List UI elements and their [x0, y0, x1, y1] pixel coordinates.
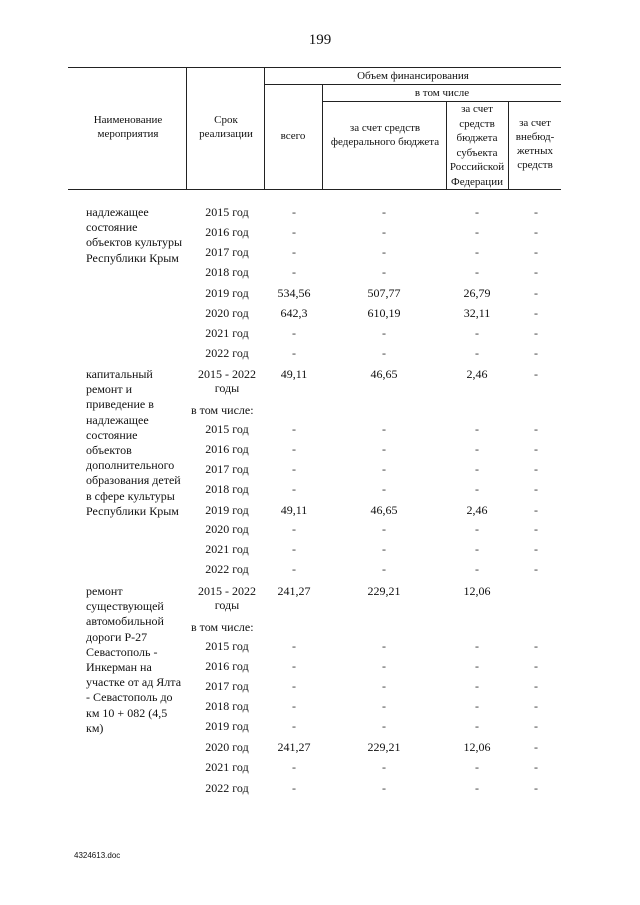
table-row-year: 2016 год: [205, 442, 249, 456]
cell-total: -: [292, 679, 296, 693]
table-row-year: 2019 год: [205, 719, 249, 733]
table-row-year: 2018 год: [205, 482, 249, 496]
cell-federal: -: [382, 760, 386, 774]
cell-extra: -: [534, 781, 538, 795]
table-row-year: 2017 год: [205, 462, 249, 476]
table-row-year: 2015 год: [205, 205, 249, 219]
header-name: Наименование мероприятия: [93, 114, 163, 140]
cell-total: -: [292, 719, 296, 733]
cell-regional: -: [475, 346, 479, 360]
cell-federal: 229,21: [367, 740, 401, 754]
col-divider-2: [264, 67, 265, 190]
cell-regional: 26,79: [463, 286, 491, 300]
table-row-year: 2019 год: [205, 286, 249, 300]
header-term: Срок реализации: [199, 114, 253, 140]
cell-federal: -: [382, 265, 386, 279]
cell-extra: -: [534, 265, 538, 279]
cell-regional: 12,06: [463, 584, 491, 598]
cell-regional: -: [475, 225, 479, 239]
cell-total: -: [292, 522, 296, 536]
cell-federal: 46,65: [370, 367, 398, 381]
header-regional: за счет средств бюджета субъекта Российской Федерации: [449, 103, 505, 188]
cell-regional: -: [475, 442, 479, 456]
cell-extra: -: [534, 306, 538, 320]
cell-regional: -: [475, 205, 479, 219]
cell-extra: -: [534, 482, 538, 496]
cell-regional: -: [475, 659, 479, 673]
cell-federal: 507,77: [367, 286, 401, 300]
col-divider-3: [322, 84, 323, 190]
cell-regional: -: [475, 562, 479, 576]
period-label: 2015 - 2022 годы: [198, 584, 256, 612]
table-row-year: 2015 год: [205, 639, 249, 653]
cell-federal: -: [382, 679, 386, 693]
cell-extra: -: [534, 719, 538, 733]
cell-extra: -: [534, 639, 538, 653]
footer-doc-name: 4324613.doc: [74, 851, 121, 860]
section-3-name: ремонт существующей автомобильной дороги Р-27 Севастополь - Инкерман на участке от ад Ялта - Севастополь до км 10 + 082 (4,5 км): [86, 584, 182, 735]
cell-federal: -: [382, 205, 386, 219]
cell-regional: -: [475, 719, 479, 733]
cell-federal: -: [382, 659, 386, 673]
cell-federal: -: [382, 326, 386, 340]
cell-extra: -: [534, 522, 538, 536]
cell-total: -: [292, 562, 296, 576]
cell-federal: 46,65: [370, 503, 398, 517]
cell-total: -: [292, 781, 296, 795]
cell-extra: -: [534, 679, 538, 693]
cell-extra: -: [534, 286, 538, 300]
cell-extra: -: [534, 562, 538, 576]
cell-federal: -: [382, 542, 386, 556]
cell-federal: -: [382, 781, 386, 795]
cell-federal: -: [382, 482, 386, 496]
cell-regional: 2,46: [466, 367, 488, 381]
cell-total: 241,27: [277, 740, 311, 754]
funding-rule: [264, 84, 561, 85]
table-row-year: 2018 год: [205, 699, 249, 713]
table-row-year: 2022 год: [205, 781, 249, 795]
cell-regional: -: [475, 542, 479, 556]
cell-extra: -: [534, 442, 538, 456]
cell-total: 241,27: [277, 584, 311, 598]
cell-total: -: [292, 760, 296, 774]
cell-federal: -: [382, 719, 386, 733]
table-row-year: 2019 год: [205, 503, 249, 517]
header-bottom-rule: [68, 189, 561, 190]
cell-total: -: [292, 639, 296, 653]
cell-regional: -: [475, 245, 479, 259]
cell-extra: -: [534, 422, 538, 436]
header-extra: за счет внебюд-жетных средств: [515, 117, 555, 171]
cell-total: -: [292, 462, 296, 476]
cell-federal: 229,21: [367, 584, 401, 598]
header-including: в том числе: [414, 87, 470, 99]
cell-total: -: [292, 205, 296, 219]
cell-regional: -: [475, 699, 479, 713]
cell-total: -: [292, 265, 296, 279]
header-funding: Объем финансирования: [357, 70, 469, 82]
cell-federal: -: [382, 442, 386, 456]
table-row-year: 2022 год: [205, 346, 249, 360]
cell-extra: -: [534, 346, 538, 360]
cell-extra: -: [534, 542, 538, 556]
cell-federal: -: [382, 346, 386, 360]
cell-federal: -: [382, 522, 386, 536]
cell-total: 49,11: [280, 503, 308, 517]
cell-regional: -: [475, 265, 479, 279]
cell-total: -: [292, 225, 296, 239]
header-top-rule: [68, 67, 561, 68]
cell-federal: -: [382, 225, 386, 239]
cell-extra: -: [534, 367, 538, 381]
table-row-year: 2021 год: [205, 760, 249, 774]
cell-extra: -: [534, 462, 538, 476]
cell-extra: -: [534, 245, 538, 259]
table-row-year: 2020 год: [205, 740, 249, 754]
cell-regional: -: [475, 679, 479, 693]
cell-total: 49,11: [280, 367, 308, 381]
cell-total: -: [292, 346, 296, 360]
cell-regional: -: [475, 781, 479, 795]
cell-regional: -: [475, 326, 479, 340]
page-number: 199: [308, 32, 332, 48]
cell-total: 642,3: [280, 306, 308, 320]
cell-regional: -: [475, 522, 479, 536]
table-row-year: 2022 год: [205, 562, 249, 576]
table-row-year: 2018 год: [205, 265, 249, 279]
col-divider-4: [446, 101, 447, 190]
cell-extra: -: [534, 205, 538, 219]
table-row-year: 2021 год: [205, 326, 249, 340]
cell-federal: -: [382, 422, 386, 436]
cell-total: -: [292, 659, 296, 673]
cell-total: -: [292, 542, 296, 556]
cell-extra: -: [534, 503, 538, 517]
cell-regional: -: [475, 639, 479, 653]
cell-extra: -: [534, 740, 538, 754]
cell-regional: 2,46: [466, 503, 488, 517]
including-label: в том числе:: [191, 620, 254, 634]
cell-extra: -: [534, 326, 538, 340]
cell-total: -: [292, 326, 296, 340]
cell-extra: -: [534, 659, 538, 673]
cell-total: -: [292, 442, 296, 456]
cell-extra: -: [534, 760, 538, 774]
table-row-year: 2021 год: [205, 542, 249, 556]
cell-regional: 32,11: [463, 306, 491, 320]
col-divider-5: [508, 101, 509, 190]
period-label: 2015 - 2022 годы: [198, 367, 256, 395]
including-rule: [322, 101, 561, 102]
cell-extra: -: [534, 225, 538, 239]
table-row-year: 2016 год: [205, 225, 249, 239]
table-row-year: 2020 год: [205, 306, 249, 320]
col-divider-1: [186, 67, 187, 190]
table-row-year: 2017 год: [205, 679, 249, 693]
cell-federal: -: [382, 462, 386, 476]
cell-regional: 12,06: [463, 740, 491, 754]
cell-federal: -: [382, 639, 386, 653]
cell-extra: -: [534, 699, 538, 713]
cell-regional: -: [475, 422, 479, 436]
section-2-name: капитальный ремонт и приведение в надлежащее состояние объектов дополнительного образования детей в сфере культуры Республики Крым: [86, 367, 181, 518]
table-row-year: 2020 год: [205, 522, 249, 536]
cell-total: -: [292, 482, 296, 496]
cell-federal: -: [382, 699, 386, 713]
cell-federal: 610,19: [367, 306, 401, 320]
cell-total: -: [292, 422, 296, 436]
table-row-year: 2015 год: [205, 422, 249, 436]
cell-federal: -: [382, 562, 386, 576]
section-1-name: надлежащее состояние объектов культуры Республики Крым: [86, 205, 183, 265]
header-total: всего: [280, 130, 306, 142]
cell-total: -: [292, 245, 296, 259]
cell-total: 534,56: [277, 286, 311, 300]
table-row-year: 2017 год: [205, 245, 249, 259]
cell-regional: -: [475, 462, 479, 476]
cell-regional: -: [475, 760, 479, 774]
cell-regional: -: [475, 482, 479, 496]
cell-total: -: [292, 699, 296, 713]
header-federal: за счет средств федерального бюджета: [330, 122, 440, 148]
including-label: в том числе:: [191, 403, 254, 417]
table-row-year: 2016 год: [205, 659, 249, 673]
cell-federal: -: [382, 245, 386, 259]
